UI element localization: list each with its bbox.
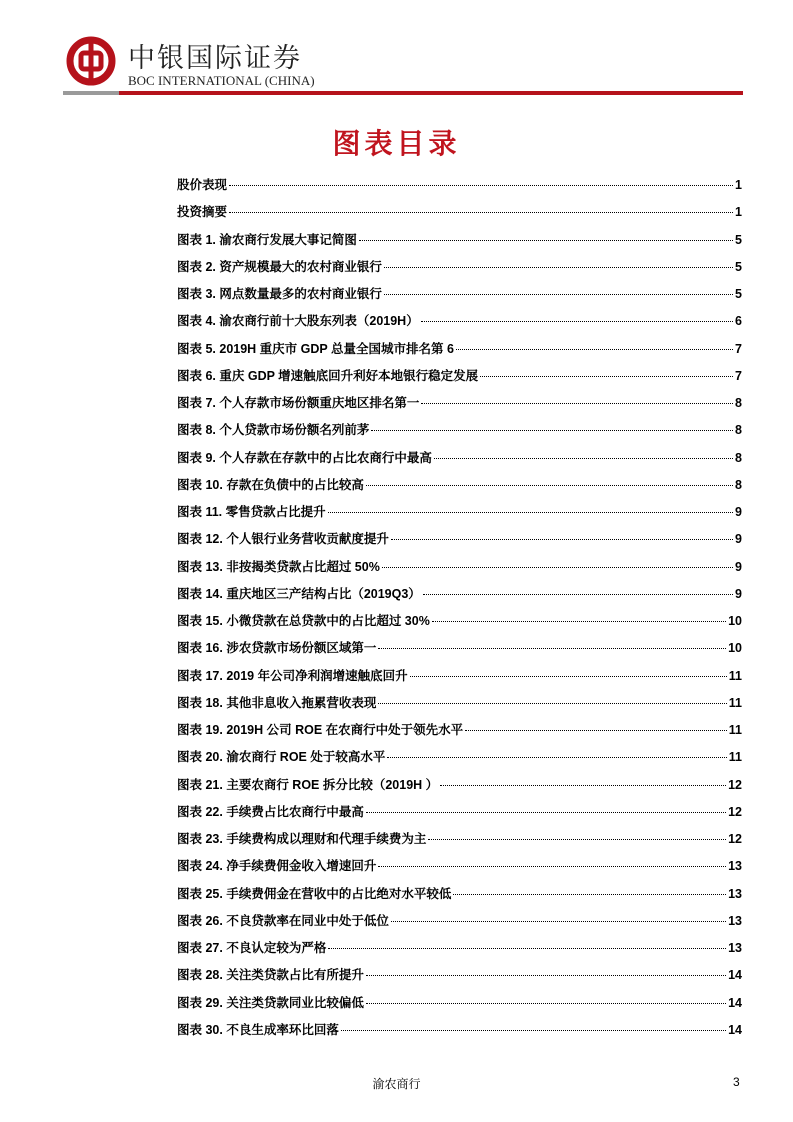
toc-entry[interactable] — [177, 448, 742, 475]
toc-entry-label[interactable]: 图表 25. 手续费佣金在营收中的占比绝对水平较低 — [177, 886, 452, 901]
toc-leader-dots — [378, 648, 726, 649]
toc-entry[interactable] — [177, 747, 742, 774]
toc-entry[interactable] — [177, 529, 742, 556]
toc-leader-dots — [391, 539, 733, 540]
toc-entry[interactable] — [177, 938, 742, 965]
toc-entry-label[interactable]: 图表 9. 个人存款在存款中的占比农商行中最高 — [177, 450, 432, 465]
footer-page-number: 3 — [733, 1075, 740, 1089]
toc-entry-page: 8 — [735, 396, 742, 410]
toc-entry[interactable] — [177, 202, 742, 229]
toc-entry-page: 8 — [735, 450, 742, 465]
toc-entry[interactable] — [177, 720, 742, 747]
toc-leader-dots — [359, 240, 733, 241]
toc-leader-dots — [465, 730, 727, 731]
toc-entry-label[interactable]: 投资摘要 — [177, 205, 228, 220]
toc-leader-dots — [366, 1003, 726, 1004]
toc-leader-dots — [440, 785, 726, 786]
toc-leader-dots — [421, 403, 733, 404]
toc-entry-page: 12 — [728, 777, 742, 792]
toc-entry-page: 13 — [728, 913, 742, 928]
toc-entry-page: 5 — [735, 232, 742, 247]
toc-entry[interactable] — [177, 311, 742, 338]
toc-leader-dots — [432, 621, 726, 622]
toc-entry-label[interactable]: 图表 2. 资产规模最大的农村商业银行 — [177, 259, 382, 274]
toc-entry-label[interactable]: 图表 27. 不良认定较为严格 — [177, 941, 327, 955]
toc-leader-dots — [328, 512, 733, 513]
toc-leader-dots — [428, 839, 726, 840]
toc-entry-page: 7 — [735, 368, 742, 383]
toc-leader-dots — [456, 349, 733, 350]
toc-entry-page: 12 — [728, 832, 742, 846]
toc-leader-dots — [384, 267, 733, 268]
toc-leader-dots — [421, 321, 733, 322]
header-rule-gray — [63, 91, 119, 95]
toc-entry-page: 5 — [735, 259, 742, 274]
toc-entry-page: 13 — [728, 859, 742, 874]
toc-entry-page: 14 — [728, 968, 742, 983]
toc-leader-dots — [371, 430, 733, 431]
toc-entry-page: 8 — [735, 423, 742, 438]
toc-entry-page: 9 — [735, 505, 742, 519]
toc-entry-label[interactable]: 图表 22. 手续费占比农商行中最高 — [177, 804, 364, 819]
toc-entry[interactable] — [177, 257, 742, 284]
toc-entry-label[interactable]: 图表 7. 个人存款市场份额重庆地区排名第一 — [177, 396, 420, 410]
toc-entry-label[interactable]: 图表 13. 非按揭类贷款占比超过 50% — [177, 559, 380, 574]
toc-entry[interactable] — [177, 884, 742, 911]
boc-logo-icon — [66, 36, 116, 86]
toc-entry[interactable] — [177, 775, 742, 802]
toc-entry-label[interactable]: 图表 3. 网点数量最多的农村商业银行 — [177, 287, 382, 301]
page-title: 图表目录 — [332, 127, 461, 160]
table-of-contents — [177, 175, 742, 1047]
toc-entry-page: 5 — [735, 287, 742, 301]
toc-entry-page: 1 — [735, 205, 742, 220]
toc-leader-dots — [384, 294, 733, 295]
toc-entry[interactable] — [177, 175, 742, 202]
toc-leader-dots — [382, 567, 733, 568]
toc-entry-page: 12 — [728, 804, 742, 819]
toc-leader-dots — [480, 376, 733, 377]
toc-entry[interactable] — [177, 965, 742, 992]
toc-leader-dots — [410, 676, 727, 677]
toc-entry-page: 11 — [728, 668, 742, 683]
brand-name-cn: 中银国际证券 — [128, 43, 302, 74]
brand-name-en: BOC INTERNATIONAL (CHINA) — [128, 73, 315, 88]
toc-entry-label[interactable]: 图表 4. 渝农商行前十大股东列表（2019H） — [177, 314, 419, 329]
toc-entry-page: 14 — [728, 995, 742, 1010]
toc-entry[interactable] — [177, 284, 742, 311]
toc-entry-page: 13 — [728, 886, 742, 901]
toc-entry-label[interactable]: 图表 16. 涉农贷款市场份额区域第一 — [177, 641, 377, 656]
toc-entry-label[interactable]: 图表 21. 主要农商行 ROE 拆分比较（2019H ） — [177, 777, 439, 792]
toc-leader-dots — [366, 485, 733, 486]
toc-leader-dots — [328, 948, 726, 949]
toc-entry-label[interactable]: 图表 1. 渝农商行发展大事记简图 — [177, 232, 357, 247]
toc-entry-label[interactable]: 图表 18. 其他非息收入拖累营收表现 — [177, 695, 377, 710]
toc-entry-label[interactable]: 图表 6. 重庆 GDP 增速触底回升利好本地银行稳定发展 — [177, 368, 479, 383]
toc-entry-label[interactable]: 图表 20. 渝农商行 ROE 处于较高水平 — [177, 750, 386, 765]
toc-leader-dots — [366, 812, 726, 813]
toc-entry[interactable] — [177, 1020, 742, 1047]
toc-leader-dots — [378, 703, 726, 704]
toc-entry-label[interactable]: 图表 10. 存款在负债中的占比较高 — [177, 477, 364, 492]
toc-entry[interactable] — [177, 393, 742, 420]
toc-entry-page: 11 — [728, 695, 742, 710]
toc-entry-page: 9 — [735, 532, 742, 547]
toc-entry-label[interactable]: 图表 8. 个人贷款市场份额名列前茅 — [177, 423, 370, 438]
footer-company: 渝农商行 — [372, 1077, 421, 1091]
toc-entry-label[interactable]: 图表 28. 关注类贷款占比有所提升 — [177, 968, 364, 983]
toc-entry-page: 10 — [728, 641, 742, 656]
toc-entry-label[interactable]: 图表 24. 净手续费佣金收入增速回升 — [177, 859, 377, 874]
toc-entry-label[interactable]: 图表 29. 关注类贷款同业比较偏低 — [177, 995, 364, 1010]
toc-entry[interactable] — [177, 666, 742, 693]
toc-entry-page: 14 — [728, 1022, 742, 1037]
toc-entry-label[interactable]: 图表 15. 小微贷款在总贷款中的占比超过 30% — [177, 614, 430, 628]
toc-entry[interactable] — [177, 829, 742, 856]
toc-entry[interactable] — [177, 230, 742, 257]
toc-entry[interactable] — [177, 366, 742, 393]
toc-entry-page: 11 — [728, 723, 742, 737]
toc-entry[interactable] — [177, 557, 742, 584]
toc-leader-dots — [341, 1030, 726, 1031]
toc-entry[interactable] — [177, 420, 742, 447]
toc-leader-dots — [391, 921, 726, 922]
toc-entry-page: 6 — [735, 314, 742, 329]
toc-leader-dots — [378, 866, 726, 867]
toc-entry-label[interactable]: 图表 14. 重庆地区三产结构占比（2019Q3） — [177, 586, 421, 601]
toc-entry-page: 8 — [735, 477, 742, 492]
toc-entry[interactable] — [177, 911, 742, 938]
toc-entry-label[interactable]: 图表 12. 个人银行业务营收贡献度提升 — [177, 532, 389, 547]
toc-leader-dots — [366, 975, 726, 976]
toc-leader-dots — [423, 594, 733, 595]
toc-entry-label[interactable]: 图表 19. 2019H 公司 ROE 在农商行中处于领先水平 — [177, 723, 464, 737]
toc-entry[interactable] — [177, 584, 742, 611]
toc-leader-dots — [434, 458, 733, 459]
toc-entry[interactable] — [177, 993, 742, 1020]
toc-entry-page: 7 — [735, 341, 742, 356]
toc-entry[interactable] — [177, 611, 742, 638]
toc-leader-dots — [229, 212, 733, 213]
toc-entry-page: 11 — [728, 750, 742, 765]
toc-entry-page: 1 — [735, 178, 742, 192]
toc-entry-label[interactable]: 图表 11. 零售贷款占比提升 — [177, 505, 326, 519]
toc-entry-label[interactable]: 图表 5. 2019H 重庆市 GDP 总量全国城市排名第 6 — [177, 341, 454, 356]
toc-entry-label[interactable]: 图表 26. 不良贷款率在同业中处于低位 — [177, 913, 389, 928]
toc-entry-label[interactable]: 图表 30. 不良生成率环比回落 — [177, 1022, 339, 1037]
toc-leader-dots — [387, 757, 726, 758]
toc-entry-page: 9 — [735, 586, 742, 601]
toc-leader-dots — [229, 185, 733, 186]
toc-entry[interactable] — [177, 339, 742, 366]
toc-entry[interactable] — [177, 693, 742, 720]
toc-entry[interactable] — [177, 475, 742, 502]
toc-entry[interactable] — [177, 502, 742, 529]
header-rule-red — [119, 91, 743, 95]
toc-entry[interactable] — [177, 802, 742, 829]
toc-entry-label[interactable]: 图表 17. 2019 年公司净利润增速触底回升 — [177, 668, 408, 683]
toc-entry-page: 10 — [728, 614, 742, 628]
toc-entry-page: 13 — [728, 941, 742, 955]
toc-leader-dots — [453, 894, 726, 895]
toc-entry[interactable] — [177, 638, 742, 665]
toc-entry[interactable] — [177, 856, 742, 883]
toc-entry-page: 9 — [735, 559, 742, 574]
toc-entry-label[interactable]: 股价表现 — [177, 178, 228, 192]
toc-entry-label[interactable]: 图表 23. 手续费构成以理财和代理手续费为主 — [177, 832, 427, 846]
